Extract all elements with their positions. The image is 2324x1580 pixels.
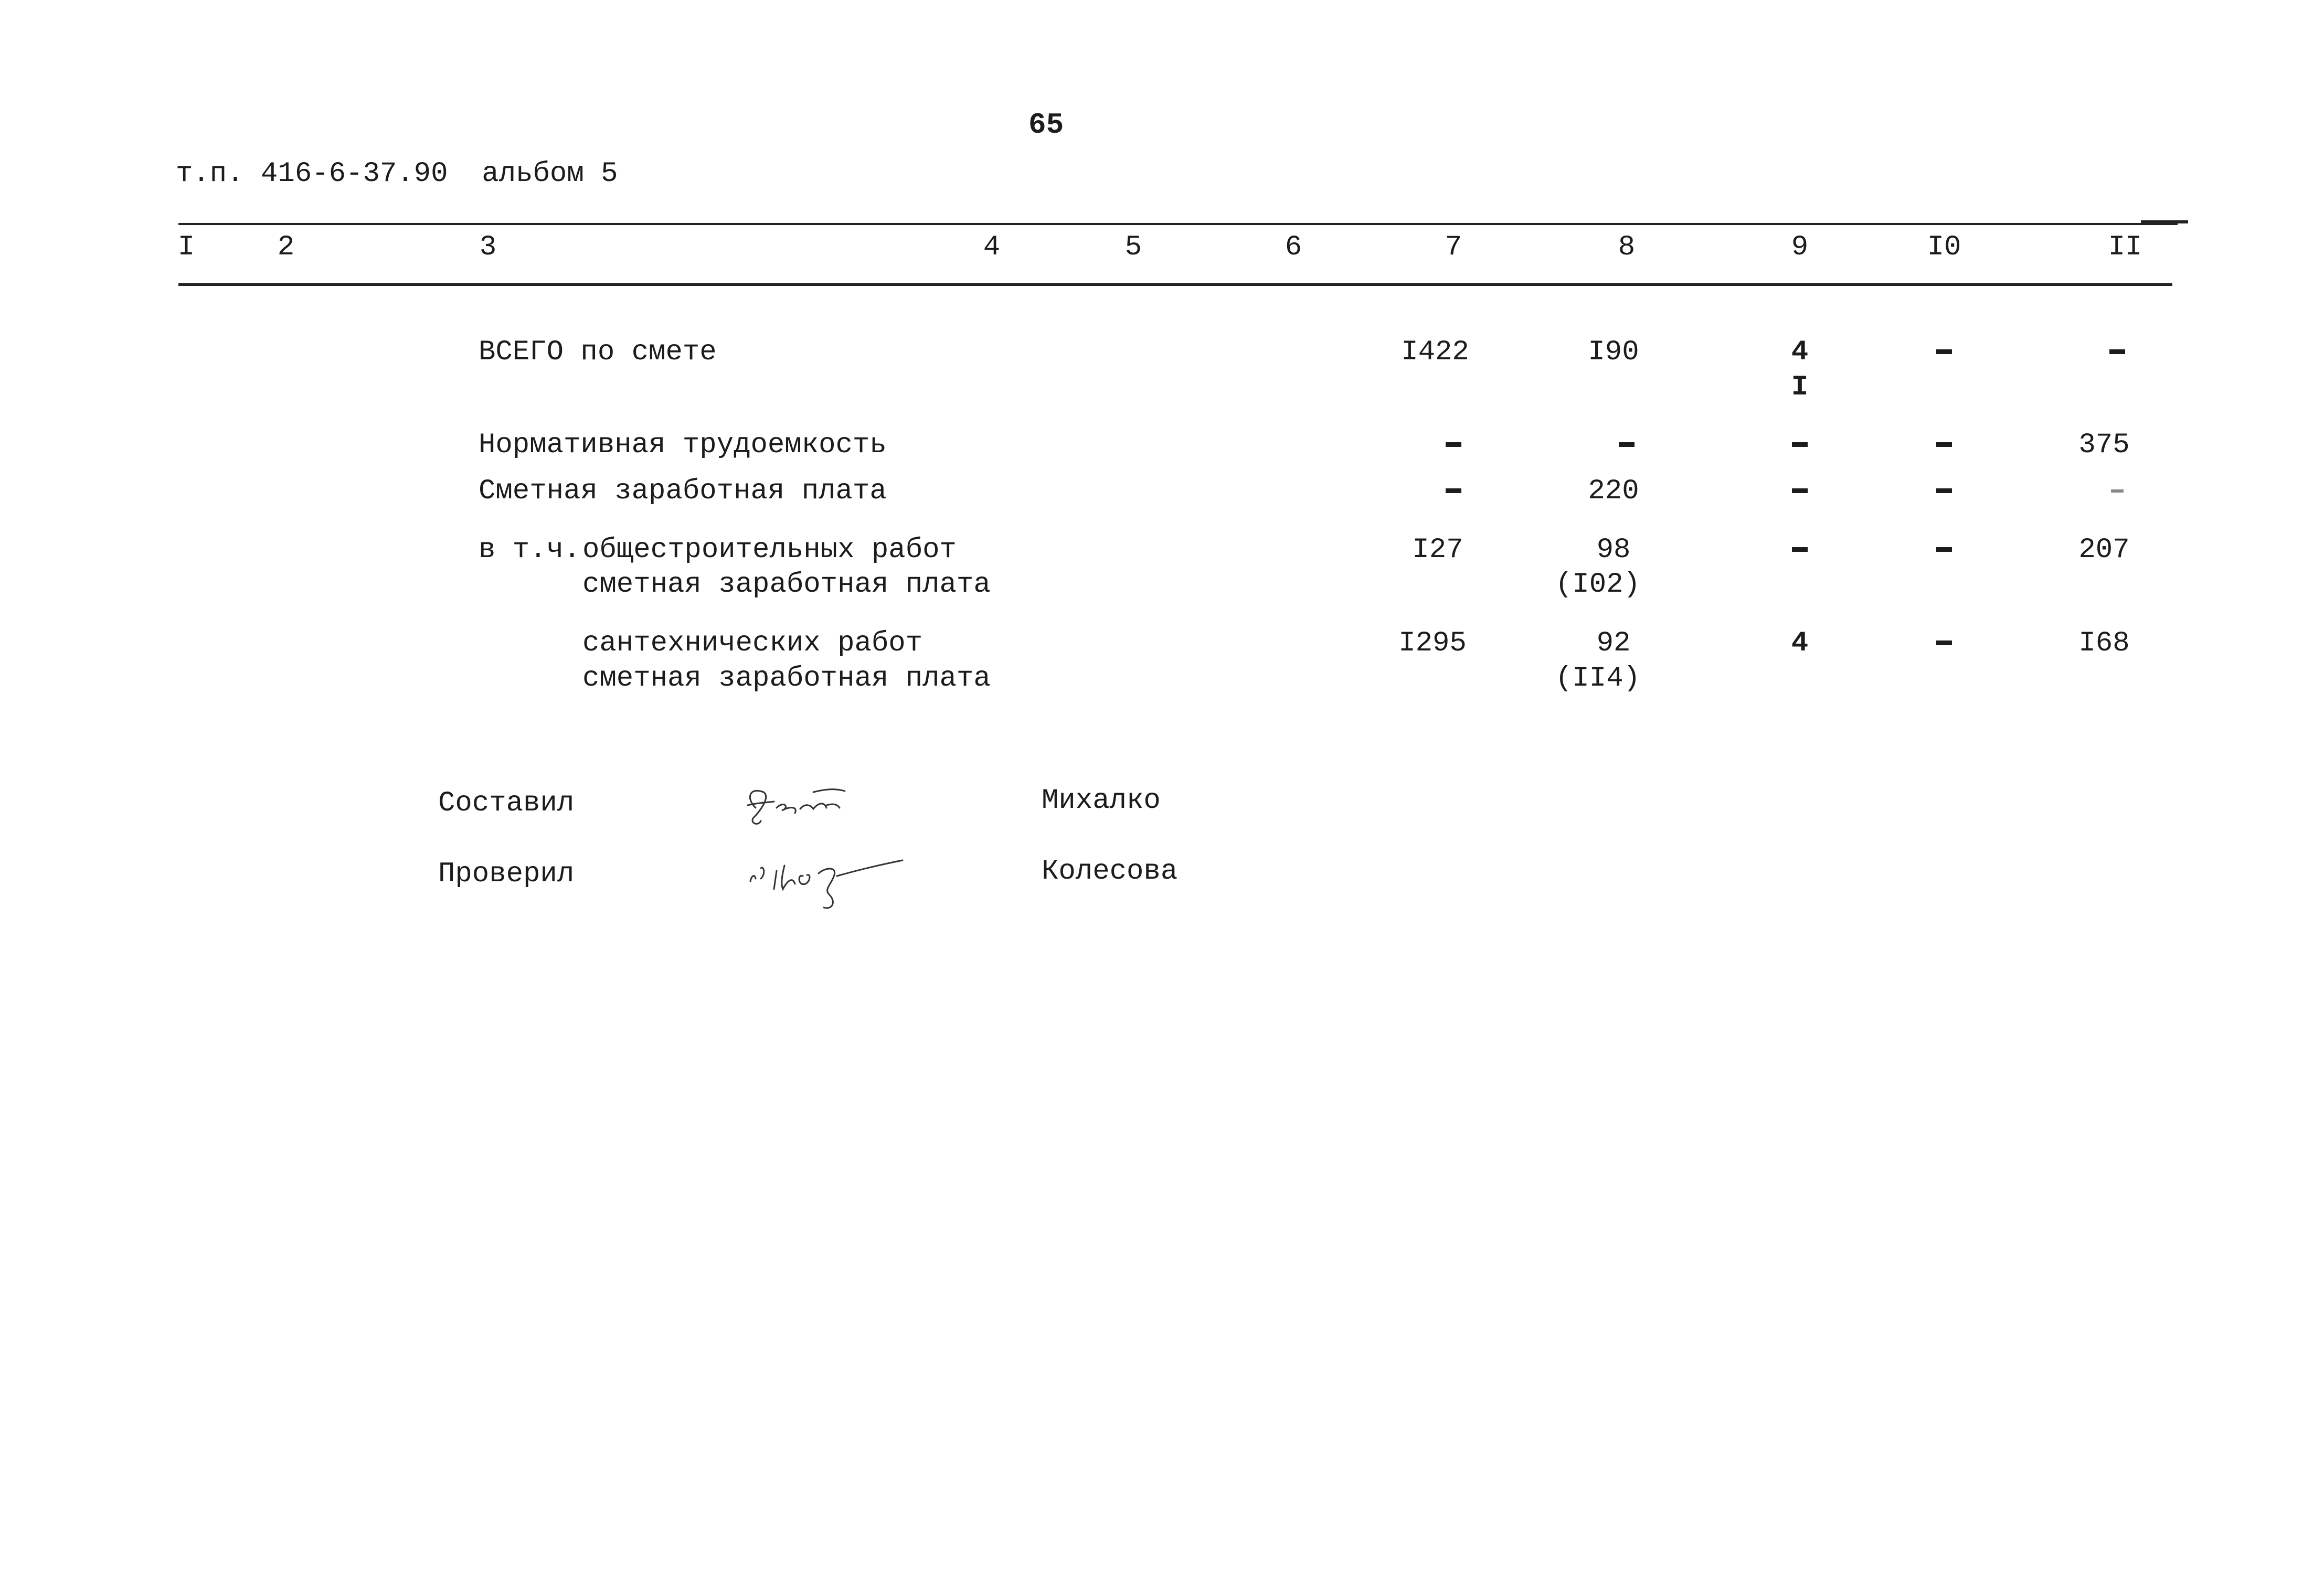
column-number-7: 7 bbox=[1445, 231, 1462, 263]
row-plumbing-col9: 4 bbox=[1791, 627, 1809, 659]
column-number-9: 9 bbox=[1791, 231, 1809, 263]
row-general-col11: 207 bbox=[2078, 534, 2130, 566]
row-plumbing-col11: I68 bbox=[2078, 627, 2130, 659]
dash-mark bbox=[2109, 349, 2125, 354]
page-number: 65 bbox=[1028, 108, 1064, 142]
dash-mark bbox=[1792, 442, 1808, 447]
column-number-11: II bbox=[2108, 231, 2142, 263]
column-number-2: 2 bbox=[277, 231, 295, 263]
dash-mark bbox=[1936, 640, 1952, 645]
row-plumbing-sublabel: сметная заработная плата bbox=[582, 663, 991, 695]
row-plumbing-label: сантехнических работ bbox=[582, 627, 923, 659]
row-wages-col9 bbox=[1721, 477, 1879, 506]
dash-mark bbox=[1936, 547, 1952, 552]
row-total-col9-second: I bbox=[1791, 371, 1809, 403]
checked-by-name: Колесова bbox=[1042, 856, 1178, 888]
column-number-5: 5 bbox=[1124, 231, 1142, 263]
row-general-prefix: в т.ч. bbox=[479, 534, 581, 566]
row-general-col9 bbox=[1721, 536, 1879, 564]
compiled-by-name: Михалко bbox=[1042, 785, 1161, 817]
row-plumbing-col10 bbox=[1865, 629, 2023, 658]
compiled-by-label: Составил bbox=[438, 787, 575, 819]
row-labor-col11: 375 bbox=[2078, 429, 2130, 461]
row-wages-col8: 220 bbox=[1588, 475, 1639, 507]
compiled-signature bbox=[735, 776, 871, 845]
dash-mark bbox=[1619, 442, 1635, 447]
row-general-label: общестроительных работ bbox=[582, 534, 957, 566]
column-number-4: 4 bbox=[983, 231, 1001, 263]
row-general-col10 bbox=[1865, 536, 2023, 564]
table-top-rule bbox=[178, 223, 2178, 225]
row-total-col7: I422 bbox=[1401, 336, 1469, 368]
row-labor-col7 bbox=[1375, 431, 1532, 460]
row-total-label: ВСЕГО по смете bbox=[479, 336, 717, 368]
column-number-1: I bbox=[177, 231, 195, 263]
row-total-col11 bbox=[2039, 338, 2196, 367]
document-reference: т.п. 416-6-37.90 альбом 5 bbox=[176, 158, 618, 190]
column-number-8: 8 bbox=[1618, 231, 1636, 263]
table-header-rule bbox=[178, 283, 2172, 286]
dash-mark bbox=[1936, 349, 1952, 354]
row-wages-col10 bbox=[1865, 477, 2023, 506]
dash-mark bbox=[2111, 489, 2124, 493]
table-top-rule-accent bbox=[2141, 220, 2188, 223]
row-labor-col9 bbox=[1721, 431, 1879, 460]
row-total-col8: I90 bbox=[1588, 336, 1639, 368]
row-total-col9: 4 bbox=[1791, 336, 1809, 368]
checked-by-label: Проверил bbox=[438, 858, 575, 890]
row-plumbing-col8-wages: (II4) bbox=[1555, 663, 1641, 695]
column-number-10: I0 bbox=[1927, 231, 1961, 263]
row-labor-col10 bbox=[1865, 431, 2023, 460]
row-general-col8: 98 bbox=[1596, 534, 1631, 566]
row-labor-label: Нормативная трудоемкость bbox=[479, 429, 887, 461]
row-plumbing-col8: 92 bbox=[1596, 627, 1631, 659]
row-labor-col8 bbox=[1548, 431, 1705, 460]
dash-mark bbox=[1936, 488, 1952, 493]
row-wages-label: Сметная заработная плата bbox=[479, 475, 887, 507]
column-number-6: 6 bbox=[1285, 231, 1302, 263]
dash-mark bbox=[1936, 442, 1952, 447]
row-wages-col7 bbox=[1375, 477, 1532, 506]
row-plumbing-col7: I295 bbox=[1398, 627, 1467, 659]
row-wages-col11 bbox=[2039, 477, 2196, 506]
dash-mark bbox=[1446, 488, 1461, 493]
row-general-col8-wages: (I02) bbox=[1555, 569, 1641, 601]
column-number-3: 3 bbox=[479, 231, 497, 263]
dash-mark bbox=[1446, 442, 1461, 447]
row-general-col7: I27 bbox=[1412, 534, 1463, 566]
row-total-col10 bbox=[1865, 338, 2023, 367]
row-general-sublabel: сметная заработная плата bbox=[582, 569, 991, 601]
checked-signature bbox=[745, 845, 965, 918]
dash-mark bbox=[1792, 547, 1808, 552]
dash-mark bbox=[1792, 488, 1808, 493]
